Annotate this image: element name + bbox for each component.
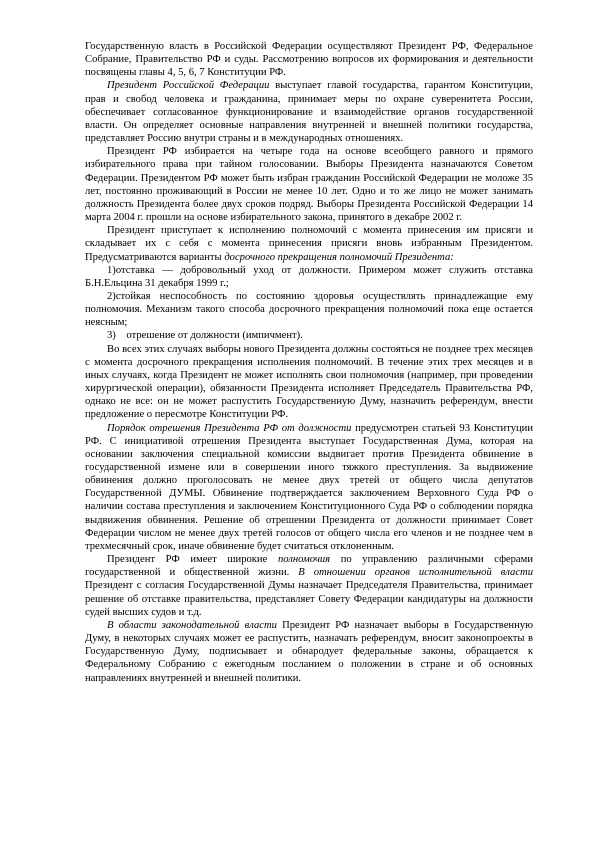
text: Президент РФ назначает выборы в Государственную Думу, в некоторых случаях может ее распустить, назначать референдум, вносит законопроекты в Государственную Думу, подписывает и обнародует федеральные законы, обращается к Федеральному Собранию с ежегодным посланием о положении в стране и об основных направлениях внутренней и внешней политики. [85, 619, 533, 684]
text: 3) отрешение от должности (импичмент). [107, 330, 303, 342]
paragraph-state-power [85, 40, 533, 79]
italic-term: Президент Российской Федерации [107, 80, 270, 92]
italic-term: В области законодательной власти [107, 619, 277, 631]
paragraph-president-role [85, 79, 533, 145]
text: Государственную власть в Российской Федерации осуществляют Президент РФ, Федеральное Собрание, Правительство РФ и суды. Рассмотрению вопросов их формирования и деятельности посвящены главы 4, 5, 6, 7 Конституции РФ. [85, 41, 533, 79]
italic-term: Порядок отрешения Президента РФ от должности [107, 422, 352, 434]
list-item-impeachment [85, 329, 533, 342]
list-item-health [85, 290, 533, 329]
paragraph-election [85, 145, 533, 224]
text: по управлению различными сферами государственной и общественной жизни. [85, 554, 534, 579]
text: Президент с согласия Государственной Думы назначает Председателя Правительства, принимает решение об отставке правительства, представляет Совету Федерации кандидатуры на должности судей высших судов и т.д. [85, 580, 533, 618]
text: Президент РФ имеет широкие [107, 554, 278, 566]
text: Президент РФ избирается на четыре года на основе всеобщего равного и прямого избирательного права при тайном голосовании. Выборы Президента назначаются Советом Федерации. Президентом РФ может быть избран гражданин Российской Федерации не моложе 35 лет, постоянно проживающий в России не менее 10 лет. Одно и то же лицо не может занимать должность Президента более двух сроков подряд. Выборы Президента Российской Федерации 14 марта 2004 г. прошли на основе избирательного закона, принятого в декабре 2002 г. [85, 146, 533, 224]
italic-term: досрочного прекращения полномочий Президента: [224, 251, 454, 263]
paragraph-powers [85, 553, 533, 619]
text: Во всех этих случаях выборы нового Президента должны состояться не позднее трех месяцев с момента досрочного прекращения исполнения полномочий. В течение этих трех месяцев и в иных случаях, когда Президент не может исполнять свои полномочия (например, при проведении хирургической операции), обязанности Президента исполняет Председатель Правительства РФ, однако не все: он не может распустить Государственную Думу, назначить референдум, внести предложение о пересмотре Конституции РФ. [85, 343, 533, 421]
text: Президент приступает к исполнению полномочий с момента принесения им присяги и складывает их с себя с момента принесения присяги вновь избранным Президентом. Предусматриваются варианты [85, 225, 533, 263]
paragraph-impeachment-procedure [85, 422, 533, 554]
text: 1)отставка — добровольный уход от должности. Примером может служить отставка Б.Н.Ельцина 31 декабря 1999 г.; [85, 264, 533, 289]
list-item-resignation [85, 264, 533, 290]
paragraph-legislative [85, 619, 533, 685]
text: 2)стойкая неспособность по состоянию здоровья осуществлять принадлежащие ему полномочия. Механизм такого способа досрочного прекращения полномочий пока еще остается неясным; [85, 290, 533, 329]
text: предусмотрен статьей 93 Конституции РФ. С инициативой отрешения Президента выступает Государственная Дума, которая на основании заключения специальной комиссии выдвигает против Президента обвинение в государственной измене или в совершении иного тяжкого преступления. За выдвижение обвинения должно проголосовать не менее двух третей от общего числа депутатов Государственной ДУМЫ. Обвинение подтверждается заключением Верховного Суда РФ о наличии состава преступления и заключением Конституционного Суда РФ о соблюдении порядка выдвижения обвинения. Решение об отрешении Президента от должности принимает Совет Федерации числом не менее двух третей голосов от общего числа его членов и не позднее чем в трехмесячный срок, иначе обвинение будет считаться отклоненным. [85, 422, 533, 552]
paragraph-new-elections [85, 343, 533, 422]
italic-term: полномочия [277, 554, 331, 566]
text: выступает главой государства, гарантом Конституции, прав и свобод человека и гражданина, принимает меры по охране суверенитета России, обеспечивает согласованное функционирование и взаимодействие органов государственной власти. Он определяет основные направления внутренней и внешней политики государства, представляет Россию внутри страны и в международных отношениях. [85, 80, 533, 145]
italic-term: В отношении органов исполнительной власти [298, 567, 533, 579]
paragraph-oath [85, 224, 533, 263]
